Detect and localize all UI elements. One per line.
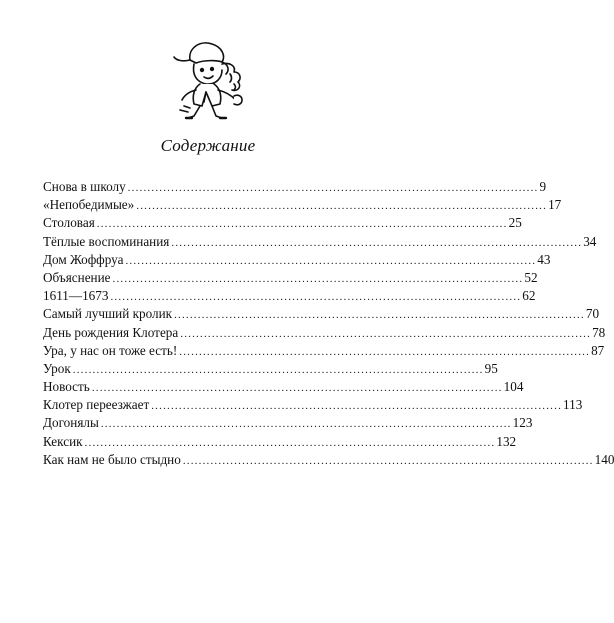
- toc-dot-leader: ........................................................................................................: [151, 400, 563, 413]
- toc-entry[interactable]: [43, 251, 551, 269]
- cartoon-boy-with-cap-icon: [160, 30, 256, 126]
- toc-entry[interactable]: [43, 178, 547, 196]
- toc-dot-leader: ........................................................................................................: [179, 345, 591, 358]
- toc-entry[interactable]: [43, 233, 597, 251]
- toc-entry[interactable]: [43, 214, 522, 232]
- toc-page-number: 104: [503, 379, 524, 395]
- toc-dot-leader: ........................................................................................................: [110, 291, 522, 304]
- toc-dot-leader: ........................................................................................................: [96, 218, 508, 231]
- contents-heading: Содержание: [160, 136, 256, 155]
- toc-dot-leader: ........................................................................................................: [84, 436, 496, 449]
- toc-page-number: 132: [496, 433, 517, 449]
- toc-entry[interactable]: [43, 287, 536, 305]
- toc-page-number: 34: [583, 233, 597, 249]
- toc-entry-title: Как нам не было стыдно: [43, 451, 181, 467]
- toc-entry[interactable]: [43, 414, 533, 432]
- toc-page-number: 17: [548, 197, 562, 213]
- toc-entry-title: Догонялы: [43, 415, 99, 431]
- toc-page-number: 95: [484, 360, 498, 376]
- toc-dot-leader: ........................................................................................................: [171, 236, 583, 249]
- toc-dot-leader: ........................................................................................................: [125, 254, 537, 267]
- toc-dot-leader: ........................................................................................................: [72, 363, 484, 376]
- toc-entry[interactable]: [43, 451, 614, 469]
- toc-page-number: 78: [592, 324, 606, 340]
- toc-dot-leader: ........................................................................................................: [136, 200, 548, 213]
- toc-entry[interactable]: [43, 324, 606, 342]
- toc-page-number: 70: [585, 306, 600, 322]
- toc-page-number: 113: [563, 397, 583, 413]
- toc-dot-leader: ........................................................................................................: [100, 418, 512, 431]
- toc-dot-leader: ........................................................................................................: [112, 272, 524, 285]
- toc-entry-title: Клотер переезжает: [43, 397, 150, 413]
- toc-entry[interactable]: [43, 433, 517, 451]
- toc-page-number: 62: [522, 288, 536, 304]
- toc-entry-title: «Непобедимые»: [43, 197, 135, 213]
- toc-entry[interactable]: [43, 360, 498, 378]
- toc-entry-title: Снова в школу: [43, 179, 126, 194]
- toc-page-number: 43: [537, 251, 551, 267]
- toc-page-number: 25: [508, 215, 522, 231]
- toc-dot-leader: ........................................................................................................: [180, 327, 592, 340]
- toc-entry[interactable]: [43, 342, 605, 360]
- toc-dot-leader: ........................................................................................................: [174, 309, 585, 322]
- toc-dot-leader: ........................................................................................................: [91, 382, 503, 395]
- toc-page-number: 9: [539, 179, 547, 194]
- toc-entry-title: 1611—1673: [43, 288, 109, 304]
- toc-entry[interactable]: [43, 378, 524, 396]
- toc-entry-title: Кексик: [43, 433, 83, 449]
- toc-entry[interactable]: [43, 196, 562, 214]
- toc-page-number: 140: [594, 451, 614, 467]
- toc-page-number: 52: [524, 269, 538, 285]
- toc-entry-title: День рождения Клотера: [43, 324, 179, 340]
- toc-entry-title: Урок: [43, 360, 71, 376]
- toc-entry-title: Объяснение: [43, 269, 111, 285]
- toc-page-number: 123: [512, 415, 533, 431]
- toc-entry[interactable]: [43, 305, 600, 323]
- toc-dot-leader: ........................................................................................................: [182, 454, 594, 467]
- toc-entry-title: Ура, у нас он тоже есть!: [43, 342, 178, 358]
- toc-entry-title: Новость: [43, 379, 90, 395]
- toc-entry-title: Столовая: [43, 215, 95, 231]
- toc-entry-title: Дом Жоффруа: [43, 251, 124, 267]
- table-of-contents: [43, 178, 614, 469]
- toc-entry-title: Тёплые воспоминания: [43, 233, 170, 249]
- toc-entry[interactable]: [43, 269, 538, 287]
- toc-dot-leader: ........................................................................................................: [127, 182, 539, 194]
- toc-entry-title: Самый лучший кролик: [43, 306, 173, 322]
- toc-entry[interactable]: [43, 396, 583, 414]
- toc-page-number: 87: [591, 342, 605, 358]
